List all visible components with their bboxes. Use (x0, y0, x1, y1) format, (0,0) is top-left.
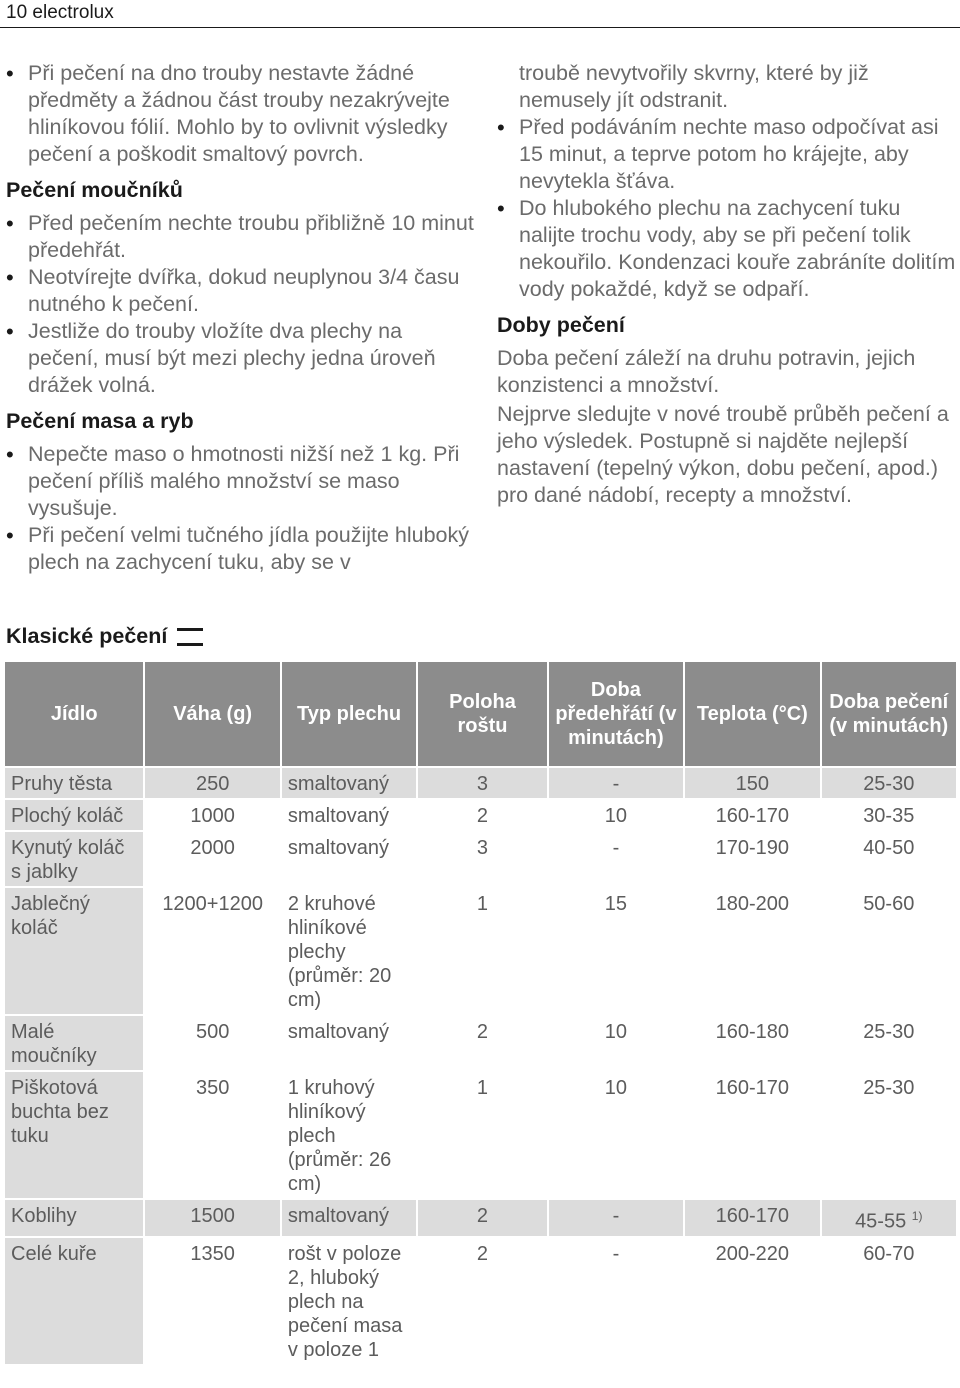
table-row (5, 800, 956, 830)
cell-level: 1 (476, 1077, 489, 1099)
cell-preheat: - (549, 1200, 683, 1236)
table-row (5, 1016, 956, 1070)
cell-food: Plochý koláč (5, 800, 143, 830)
cell-level: 2 (476, 1242, 489, 1265)
cell-level: 3 (476, 837, 489, 859)
meat-bullet-list (6, 441, 476, 576)
table-row (5, 888, 956, 1014)
column-header: Jídlo (5, 662, 143, 766)
right-column (497, 60, 959, 511)
section-title-meat: Pečení masa a ryb (6, 409, 194, 433)
footnote-marker: 1) (911, 1209, 923, 1223)
cell-weight: 350 (195, 1077, 230, 1099)
table-row (5, 832, 956, 886)
header-divider (0, 27, 960, 28)
table-heading (6, 624, 203, 649)
cell-temperature: 170-190 (715, 837, 790, 859)
cell-time: 60-70 (863, 1242, 915, 1265)
table-title: Klasické pečení (6, 624, 168, 648)
cell-temperature: 200-220 (715, 1242, 790, 1265)
meat-bullet: • Do hlubokého plechu na zachycení tuku nalijte trochu vody, aby se při pečení tolik nekouřilo. Kondenzaci kouře zabráníte dolitím vody pokaždé, když se odpaří. (497, 195, 959, 303)
column-header: Doba předehřátí (v minutách) (549, 662, 683, 766)
cell-tray: smaltovaný (282, 768, 416, 798)
left-column (6, 60, 476, 576)
cell-tray: 1 kruhový hliníkový plech (průměr: 26 cm) (287, 1077, 392, 1195)
cell-time: 25-30 (863, 1077, 915, 1099)
times-paragraph: Nejprve sledujte v nové troubě průběh pečení a jeho výsledek. Postupně si najděte nejlepší nastavení (tepelný výkon, dobu pečení, apod.) pro dané nádobí, recepty a množství. (497, 402, 949, 507)
cell-tray: smaltovaný (287, 805, 390, 827)
section-title-times: Doby pečení (497, 313, 625, 337)
cell-food: Malé moučníky (5, 1016, 143, 1070)
cell-level: 2 (476, 1021, 489, 1043)
baking-bullet-list (6, 210, 476, 399)
cell-food: Koblihy (5, 1200, 143, 1236)
cell-food: Pruhy těsta (5, 768, 143, 798)
cell-temperature: 160-170 (685, 1200, 819, 1236)
time-value: 45-55 (855, 1210, 907, 1233)
cell-tray: smaltovaný (282, 1200, 416, 1236)
cell-food: Piškotová buchta bez tuku (5, 1072, 143, 1198)
cell-temperature: 160-180 (715, 1021, 790, 1043)
cell-preheat: 15 (604, 893, 628, 915)
cell-preheat: 10 (604, 1021, 628, 1043)
cell-weight: 1200+1200 (162, 893, 263, 915)
cell-time (822, 1200, 956, 1236)
cell-time: 25-30 (822, 768, 956, 798)
section-title-baking: Pečení moučníků (6, 178, 183, 202)
table-row (5, 1238, 956, 1364)
table-row (5, 1072, 956, 1198)
cell-weight: 500 (195, 1021, 230, 1043)
cell-weight: 2000 (190, 837, 235, 859)
cell-tray: smaltovaný (287, 1021, 390, 1043)
column-header: Váha (g) (145, 662, 279, 766)
page-header: 10 electrolux (6, 2, 114, 23)
meat-bullet: • Nepečte maso o hmotnosti nižší než 1 kg. Při pečení příliš malého množství se maso vysušuje. (6, 441, 476, 522)
intro-bullet: • Při pečení na dno trouby nestavte žádné předměty a žádnou část trouby nezakrývejte hliníkovou fólií. Mohlo by to ovlivnit výsledky pečení a poškodit smaltový povrch. (6, 60, 476, 168)
cell-food: Jablečný koláč (5, 888, 143, 1014)
cell-time: 40-50 (863, 837, 915, 859)
column-header: Typ plechu (282, 662, 416, 766)
times-paragraph: Doba pečení záleží na druhu potravin, jejich konzistenci a množství. (497, 346, 916, 397)
cell-preheat: 10 (604, 805, 628, 827)
cell-preheat: - (612, 1242, 620, 1265)
cell-food: Kynutý koláč s jablky (5, 832, 143, 886)
baking-bullet: • Jestliže do trouby vložíte dva plechy na pečení, musí být mezi plechy jedna úroveň drážek volná. (6, 318, 476, 399)
cell-tray: rošt v poloze 2, hluboký plech na pečení masa v poloze 1 (287, 1242, 403, 1361)
table-header-row (5, 662, 956, 766)
baking-table (3, 660, 958, 1366)
cell-weight: 1000 (190, 805, 235, 827)
cell-temperature: 150 (685, 768, 819, 798)
cell-weight: 1350 (190, 1242, 235, 1265)
cell-food: Celé kuře (5, 1238, 143, 1364)
meat-bullet-list-continued (497, 60, 959, 303)
baking-bullet: • Neotvírejte dvířka, dokud neuplynou 3/4 času nutného k pečení. (6, 264, 476, 318)
cell-weight: 1500 (145, 1200, 279, 1236)
column-header: Doba pečení (v minutách) (822, 662, 956, 766)
cell-preheat: 10 (604, 1077, 628, 1099)
cell-level: 2 (476, 805, 489, 827)
column-header: Teplota (°C) (685, 662, 819, 766)
continued-bullet-text: troubě nevytvořily skvrny, které by již nemusely jít odstranit. (519, 61, 869, 112)
meat-bullet: • Před podáváním nechte maso odpočívat asi 15 minut, a teprve potom ho krájejte, aby nevytekla šťáva. (497, 114, 959, 195)
intro-bullet-list (6, 60, 476, 168)
top-bottom-heat-icon (177, 626, 203, 648)
cell-temperature: 160-170 (715, 805, 790, 827)
cell-tray: 2 kruhové hliníkové plechy (průměr: 20 cm) (287, 893, 392, 1011)
column-header: Poloha roštu (418, 662, 546, 766)
table-row (5, 1200, 956, 1236)
cell-time: 25-30 (863, 1021, 915, 1043)
cell-temperature: 180-200 (715, 893, 790, 915)
meat-bullet: • Při pečení velmi tučného jídla použijte hluboký plech na zachycení tuku, aby se v (6, 522, 476, 576)
cell-level: 1 (476, 893, 489, 915)
cell-preheat: - (612, 837, 620, 859)
cell-level: 3 (418, 768, 546, 798)
cell-time: 30-35 (863, 805, 915, 827)
cell-time: 50-60 (863, 893, 915, 915)
cell-tray: smaltovaný (287, 837, 390, 859)
cell-temperature: 160-170 (715, 1077, 790, 1099)
baking-bullet: • Před pečením nechte troubu přibližně 10 minut předehřát. (6, 210, 476, 264)
cell-weight: 250 (145, 768, 279, 798)
cell-preheat: - (549, 768, 683, 798)
table-row (5, 768, 956, 798)
cell-level: 2 (418, 1200, 546, 1236)
